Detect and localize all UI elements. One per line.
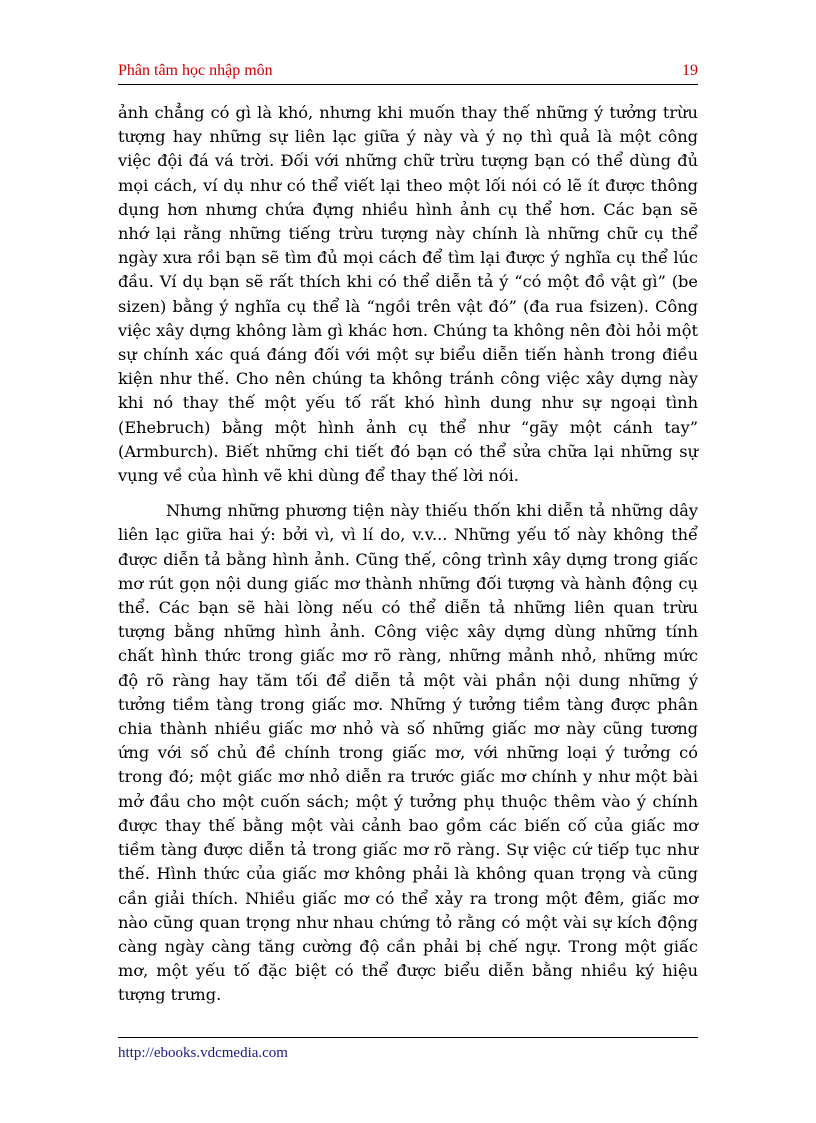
page-number: 19 bbox=[682, 62, 698, 79]
footer-link[interactable]: http://ebooks.vdcmedia.com bbox=[118, 1045, 288, 1061]
page-header bbox=[118, 62, 698, 84]
page-body bbox=[118, 101, 698, 1008]
header-divider bbox=[118, 84, 698, 85]
book-title: Phân tâm học nhập môn bbox=[118, 62, 273, 79]
footer-divider bbox=[118, 1037, 698, 1038]
paragraph: Nhưng những phương tiện này thiếu thốn khi diễn tả những dây liên lạc giữa hai ý: bởi vì, vì lí do, v.v... Những yếu tố này không thể được diễn tả bằng hình ảnh. Cũng thế, công trình xây dựng trong giấc mơ rút gọn nội dung giấc mơ thành những đối tượng và hành động cụ thể. Các bạn sẽ hài lòng nếu có thể diễn tả những liên quan trừu tượng bằng những hình ảnh. Công việc xây dựng dùng những tính chất hình thức trong giấc mơ rõ ràng, những mảnh nhỏ, những mức độ rõ ràng hay tăm tối để diễn tả một vài phần nội dung những ý tưởng tiềm tàng trong giấc mơ. Những ý tưởng tiềm tàng được phân chia thành nhiều giấc mơ nhỏ và số những giấc mơ này cũng tương ứng với số chủ đề chính trong giấc mơ, với những loại ý tưởng có trong đó; một giấc mơ nhỏ diễn ra trước giấc mơ chính y như một bài mở đầu cho một cuốn sách; một ý tưởng phụ thuộc thêm vào ý chính được thay thế bằng một vài cảnh bao gồm các biến cố của giấc mơ tiềm tàng được diễn tả trong giấc mơ rõ ràng. Sự việc cứ tiếp tục như thế. Hình thức của giấc mơ không phải là không quan trọng và cũng cần giải thích. Nhiều giấc mơ có thể xảy ra trong một đêm, giấc mơ nào cũng quan trọng như nhau chứng tỏ rằng có một vài sự kích động càng ngày càng tăng cường độ cần phải bị chế ngự. Trong một giấc mơ, một yếu tố đặc biệt có thể được biểu diễn bằng nhiều ký hiệu tượng trưng. bbox=[118, 501, 698, 1005]
paragraph: ảnh chẳng có gì là khó, nhưng khi muốn thay thế những ý tưởng trừu tượng hay những sự liên lạc giữa ý này và ý nọ thì quả là một công việc đội đá vá trời. Đối với những chữ trừu tượng bạn có thể dùng đủ mọi cách, ví dụ như có thể viết lại theo một lối nói có lẽ ít được thông dụng hơn nhưng chứa đựng nhiều hình ảnh cụ thể hơn. Các bạn sẽ nhớ lại rằng những tiếng trừu tượng này chính là những chữ cụ thể ngày xưa rồi bạn sẽ tìm đủ mọi cách để tìm lại được ý nghĩa cụ thể lúc đầu. Ví dụ bạn sẽ rất thích khi có thể diễn tả ý “có một đồ vật gì” (be sizen) bằng ý nghĩa cụ thể là “ngồi trên vật đó” (đa rua fsizen). Công việc xây dựng không làm gì khác hơn. Chúng ta không nên đòi hỏi một sự chính xác quá đáng đối với một sự biểu diễn tiến hành trong điều kiện như thế. Cho nên chúng ta không tránh công việc xây dựng này khi nó thay thế một yếu tố rất khó hình dung như sự ngoại tình (Ehebruch) bằng một hình ảnh cụ thể như “gãy một cánh tay” (Armburch). Biết những chi tiết đó bạn có thể sửa chữa lại những sự vụng về của hình vẽ khi dùng để thay thế lời nói. bbox=[118, 103, 698, 486]
